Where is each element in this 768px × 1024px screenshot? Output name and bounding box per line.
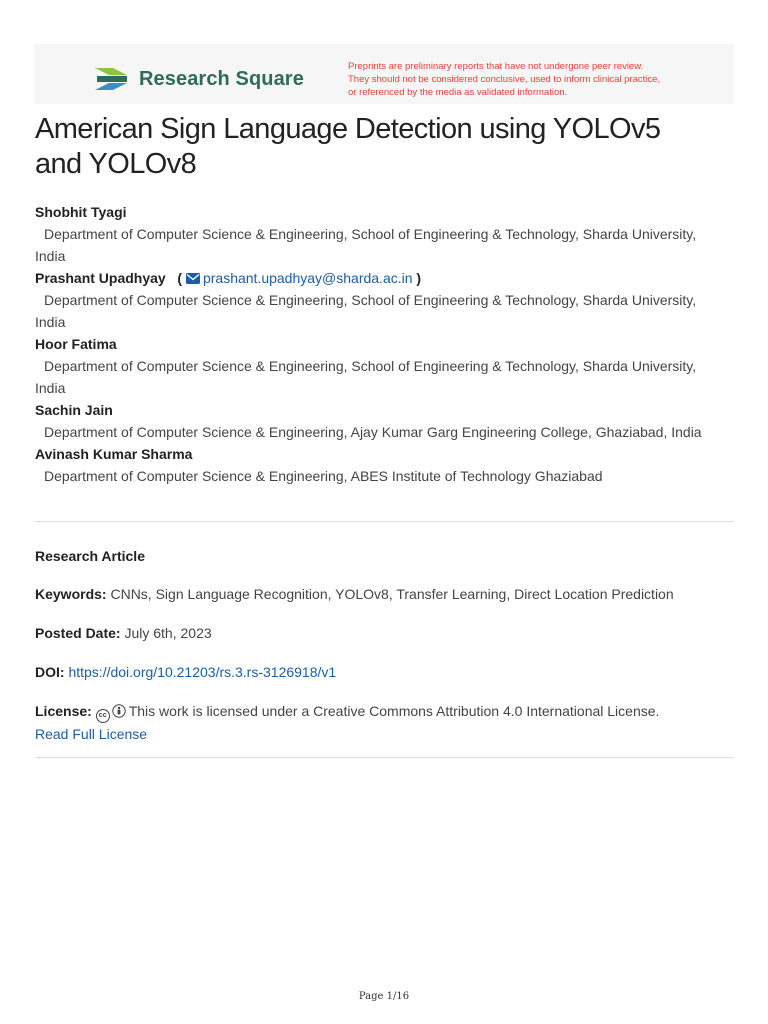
page-number: Page 1/16 [358, 991, 410, 1002]
notice-line: or referenced by the media as validated information. [348, 87, 568, 98]
author-affiliation [35, 421, 740, 443]
author-name[interactable]: Avinash Kumar Sharma [35, 446, 193, 462]
doi-row [35, 661, 336, 683]
notice-line: They should not be considered conclusive, used to inform clinical practice, [348, 74, 661, 85]
keywords-row [35, 583, 674, 605]
section-divider [35, 521, 734, 522]
affiliation-line: Department of Computer Science & Engineering, ABES Institute of Technology Ghaziabad [44, 468, 603, 484]
author-entry [35, 399, 740, 443]
author-name-row [35, 267, 740, 289]
author-name[interactable]: Shobhit Tyagi [35, 204, 127, 220]
email-open-paren: ( [177, 270, 183, 286]
title-line: and YOLOv8 [35, 148, 197, 180]
envelope-icon [186, 273, 200, 284]
research-square-logo[interactable] [93, 64, 304, 94]
license-link-row [35, 723, 147, 745]
affiliation-line: India [35, 248, 66, 264]
title-line: American Sign Language Detection using YOLOv5 [35, 113, 661, 145]
email-close-paren: ) [416, 270, 422, 286]
license-row [35, 700, 659, 723]
posted-date-value: July 6th, 2023 [124, 625, 212, 641]
doi-link[interactable]: https://doi.org/10.21203/rs.3.rs-3126918/v1 [68, 664, 337, 680]
author-entry [35, 267, 740, 333]
doi-label: DOI: [35, 664, 65, 680]
license-label: License: [35, 703, 92, 719]
posted-date-label: Posted Date: [35, 625, 121, 641]
keywords-value: CNNs, Sign Language Recognition, YOLOv8, Transfer Learning, Direct Location Prediction [110, 586, 674, 602]
affiliation-line: Department of Computer Science & Engineering, Ajay Kumar Garg Engineering College, Ghaziabad, India [44, 424, 702, 440]
posted-date-row [35, 622, 212, 644]
preprint-notice [348, 60, 728, 99]
author-entry [35, 443, 740, 487]
logo-text: Research Square [139, 67, 304, 90]
author-affiliation [35, 465, 740, 487]
license-text: This work is licensed under a Creative Commons Attribution 4.0 International License. [128, 703, 660, 719]
research-square-logo-icon [93, 64, 131, 94]
author-affiliation [35, 289, 740, 333]
affiliation-line: Department of Computer Science & Engineering, School of Engineering & Technology, Sharda University, [44, 358, 697, 374]
notice-line: Preprints are preliminary reports that have not undergone peer review. [348, 61, 644, 72]
author-affiliation [35, 223, 740, 267]
cc-icon: cc [96, 709, 110, 723]
keywords-label: Keywords: [35, 586, 107, 602]
author-name[interactable]: Prashant Upadhyay [35, 270, 166, 286]
article-type [35, 545, 145, 567]
author-entry [35, 201, 740, 267]
affiliation-line: Department of Computer Science & Engineering, School of Engineering & Technology, Sharda University, [44, 226, 697, 242]
author-entry [35, 333, 740, 399]
section-divider [35, 757, 734, 758]
author-name[interactable]: Hoor Fatima [35, 336, 117, 352]
paper-title [35, 112, 735, 182]
read-full-license-link[interactable]: Read Full License [35, 726, 148, 742]
author-email-link[interactable]: prashant.upadhyay@sharda.ac.in [202, 270, 413, 286]
email-wrapper [170, 270, 421, 286]
article-type-label: Research Article [35, 548, 145, 564]
affiliation-line: India [35, 380, 66, 396]
author-affiliation [35, 355, 740, 399]
author-name[interactable]: Sachin Jain [35, 402, 113, 418]
affiliation-line: Department of Computer Science & Engineering, School of Engineering & Technology, Sharda University, [44, 292, 697, 308]
by-icon [112, 704, 126, 718]
affiliation-line: India [35, 314, 66, 330]
author-list [35, 201, 740, 487]
